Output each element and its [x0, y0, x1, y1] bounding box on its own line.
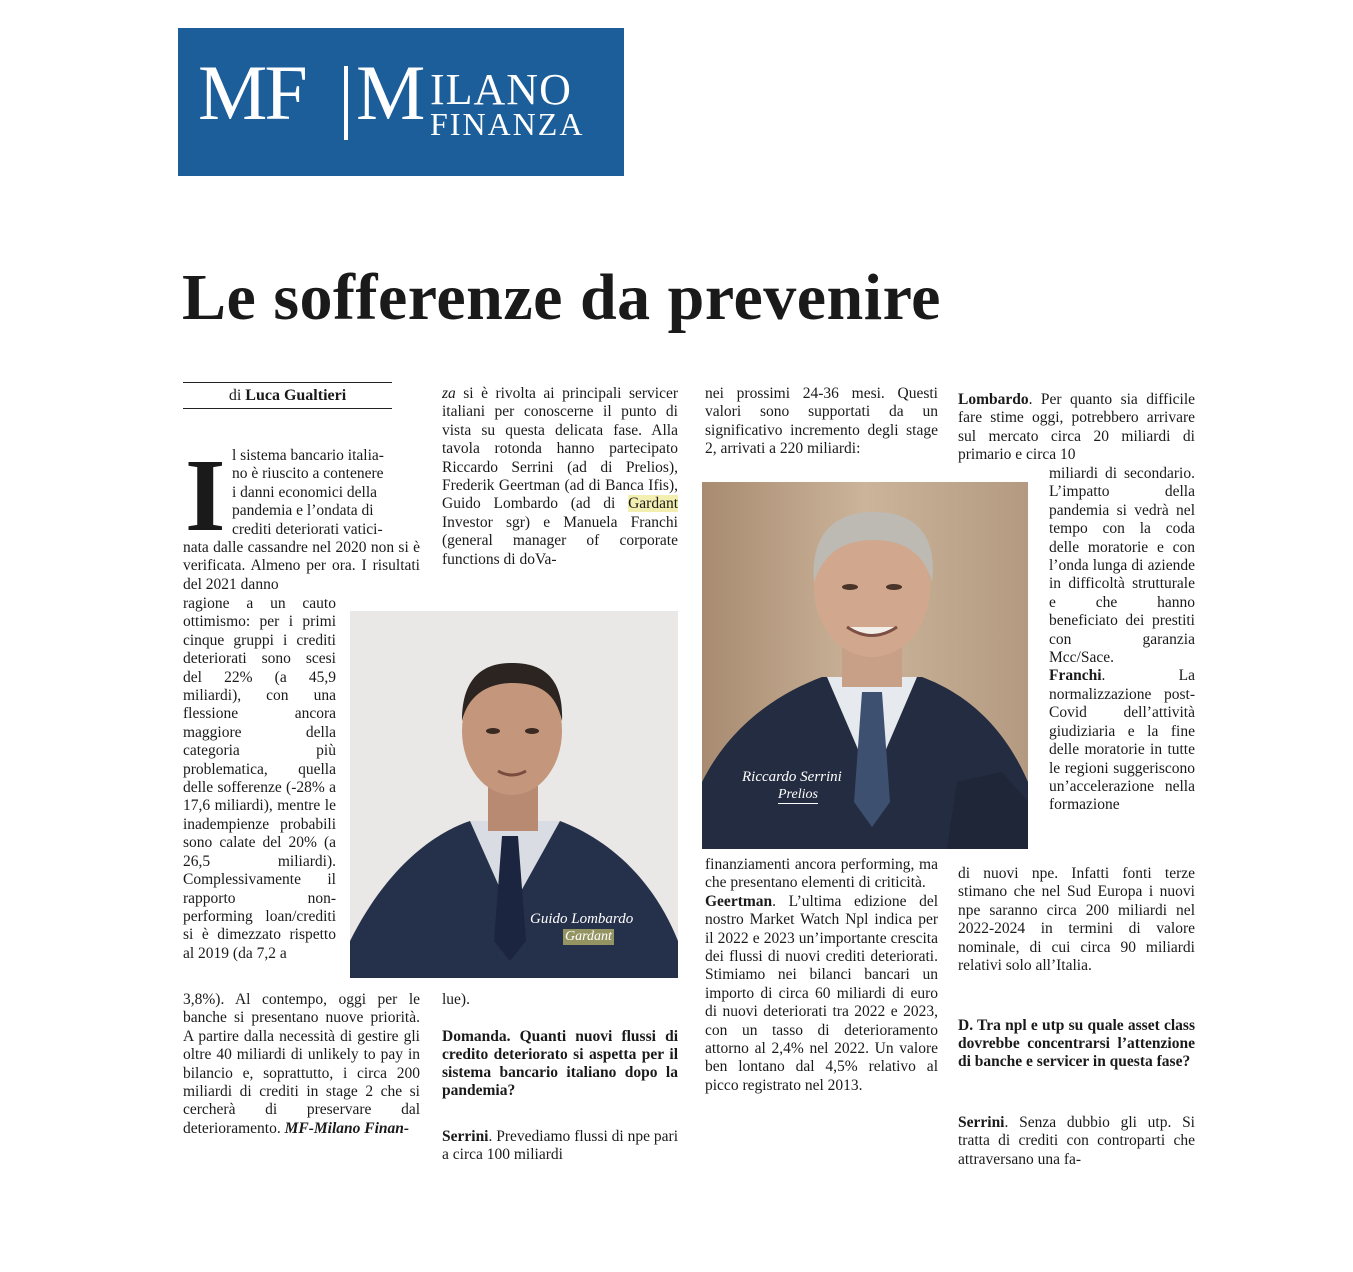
col2-text: Investor sgr) e Manuela Franchi (general manager of corporate functions di doVa-	[442, 513, 678, 568]
col3-text: . L’ultima edizione del nostro Market Watch Npl indica per il 2022 e 2023 un’importante crescita dei flussi di nuovi crediti deteriorati. Stimiamo nei bilanci bancari un importo di circa 60 miliardi di euro di nuovi deteriorati tra 2022 e 2023, con un tasso di deterioramento attorno al 2,4% nel 2022. Un valore ben lontano dal 4,5% relativo al picco registrato nel 2013.	[705, 892, 938, 1094]
col3-bottom	[705, 856, 938, 1095]
col1-line: i danni economici della	[232, 483, 378, 501]
col3-paragraph: nei prossimi 24-36 mesi. Questi valori sono supportati da un significativo incremento degli stage 2, arrivati a 220 miliardi:	[705, 385, 938, 458]
col4-paragraph	[958, 1114, 1195, 1169]
caption-company: Gardant	[565, 929, 612, 944]
col2-paragraph	[442, 1128, 678, 1165]
col1-text: 3,8%). Al contempo, oggi per le banche si presentano nuove priorità. A partire dalla necessità di gestire gli oltre 40 miliardi di unlikely to pay in bilancio e, soprattutto, i circa 200 miliardi di crediti in stage 2 che si cercherà di preservare dal deterioramento.	[183, 991, 420, 1137]
col4-text: . Senza dubbio gli utp. Si tratta di crediti con controparti che attraversano una fa-	[958, 1114, 1195, 1168]
portrait-illustration	[702, 482, 1028, 849]
highlighted-word: Gardant	[628, 495, 678, 513]
byline-prefix: di	[228, 387, 242, 404]
byline	[183, 387, 392, 405]
col2-text: si è rivolta ai principali servicer italiani per conoscerne il punto di vista su questa delicata fase. Alla tavola rotonda hanno partecipato Riccardo Serrini (ad di Prelios), Frederik Geertman (ad di Banca Ifis), Guido Lombardo (ad di	[442, 385, 678, 513]
col4-text: miliardi di secondario. L’impatto della pandemia si vedrà nel tempo con la coda delle moratorie e con l’onda lunga di aziende in difficoltà strutturale e che hanno beneficiato dei prestiti con garanzia Mcc/Sace.	[1049, 465, 1195, 667]
col3-top	[705, 385, 938, 459]
logo-milano: ILANO	[430, 65, 572, 114]
col4-answer	[958, 1114, 1195, 1169]
byline-rule-top	[183, 382, 392, 383]
col3-text: finanziamenti ancora performing, ma che presentano elementi di criticità.	[705, 856, 938, 892]
col1-p-end	[183, 991, 420, 1138]
col1-paragraph: nata dalle cassandre nel 2020 non si è verificata. Almeno per ora. I risultati del 2021 danno	[183, 539, 420, 593]
speaker-name: Serrini	[442, 1128, 489, 1145]
speaker-name: Lombardo	[958, 391, 1029, 408]
headline: Le sofferenze da prevenire	[182, 261, 941, 334]
logo-divider	[344, 66, 348, 140]
speaker-name: Geertman	[705, 892, 773, 910]
caption-name: Guido Lombardo	[530, 911, 634, 927]
col1-p-narrow	[183, 595, 336, 963]
col2-paragraph	[442, 385, 678, 569]
col2-italic: za	[442, 385, 456, 402]
speaker-name: Serrini	[958, 1114, 1005, 1131]
logo-finanza: FINANZA	[430, 106, 585, 142]
col1-paragraph	[183, 991, 420, 1138]
col1-italic: MF-Milano Finan-	[284, 1119, 410, 1137]
col2-cont	[442, 991, 678, 1009]
question-text: Domanda. Quanti nuovi flussi di credito deteriorato si aspetta per il sistema bancario italiano dopo la pandemia?	[442, 1028, 678, 1099]
speaker-name: Franchi	[1049, 667, 1102, 685]
col1-line: l sistema bancario italia-	[232, 447, 384, 464]
col4-lombardo	[958, 391, 1195, 465]
photo-riccardo-serrini	[702, 482, 1028, 849]
col1-line: crediti deteriorati vatici-	[232, 520, 383, 538]
col4-paragraph	[958, 391, 1195, 465]
col2-question	[442, 1028, 678, 1100]
col4-text: . La normalizzazione post-Covid dell’attività giudiziaria e la fine delle moratorie in tutte le regioni suggeriscono un’accelerazione nella formazione	[1049, 667, 1195, 814]
col1-line: pandemia e l’ondata di	[232, 502, 374, 520]
col2-answer	[442, 1128, 678, 1165]
col4-question	[958, 1017, 1195, 1071]
col4-text: . Per quanto sia difficile fare stime oggi, potrebbero arrivare sul mercato circa 20 miliardi di primario e circa 10	[958, 391, 1195, 464]
caption-company: Prelios	[778, 787, 818, 802]
col4-narrow	[1049, 465, 1195, 815]
dropcap: I	[185, 438, 226, 553]
question-text: D. Tra npl e utp su quale asset class dovrebbe concentrarsi l’attenzione di banche e servicer in questa fase?	[958, 1017, 1195, 1070]
caption-name: Riccardo Serrini	[742, 769, 842, 785]
col4-paragraph	[1049, 465, 1195, 815]
col1-line: no è riuscito a contenere	[232, 465, 384, 483]
col1-opening	[232, 447, 420, 539]
col1-paragraph: ragione a un cauto ottimismo: per i primi cinque gruppi i crediti deteriorati sono scesi del 22% (a 45,9 miliardi), con una flessione ancora maggiore della categoria più problematica, quella delle sofferenze (-28% a 17,6 miliardi), mentre le inadempienze probabili sono calate del 20% (a 26,5 miliardi). Complessivamente il rapporto non-performing loan/crediti si è dimezzato rispetto al 2019 (da 7,2 a	[183, 595, 336, 962]
col1-p-full	[183, 539, 420, 594]
col3-paragraph	[705, 856, 938, 1095]
logo-milano-m: M	[356, 49, 426, 136]
col2-paragraph: lue).	[442, 991, 470, 1008]
col4-paragraph: di nuovi npe. Infatti fonti terze stimano che nel Sud Europa i nuovi npe saranno circa 200 miliardi nel 2022-2024 in termini di valore nominale, di cui circa 90 miliardi relativi solo all’Italia.	[958, 865, 1195, 975]
col4-mid	[958, 865, 1195, 975]
byline-rule-bottom	[183, 408, 392, 409]
col2-text: . Prevediamo flussi di npe pari a circa 100 miliardi	[442, 1128, 678, 1164]
logo-mf: MF	[198, 49, 305, 136]
byline-author: Luca Gualtieri	[245, 387, 347, 404]
col2-intro	[442, 385, 678, 569]
photo-guido-lombardo	[350, 611, 678, 978]
masthead-logo	[178, 28, 624, 176]
